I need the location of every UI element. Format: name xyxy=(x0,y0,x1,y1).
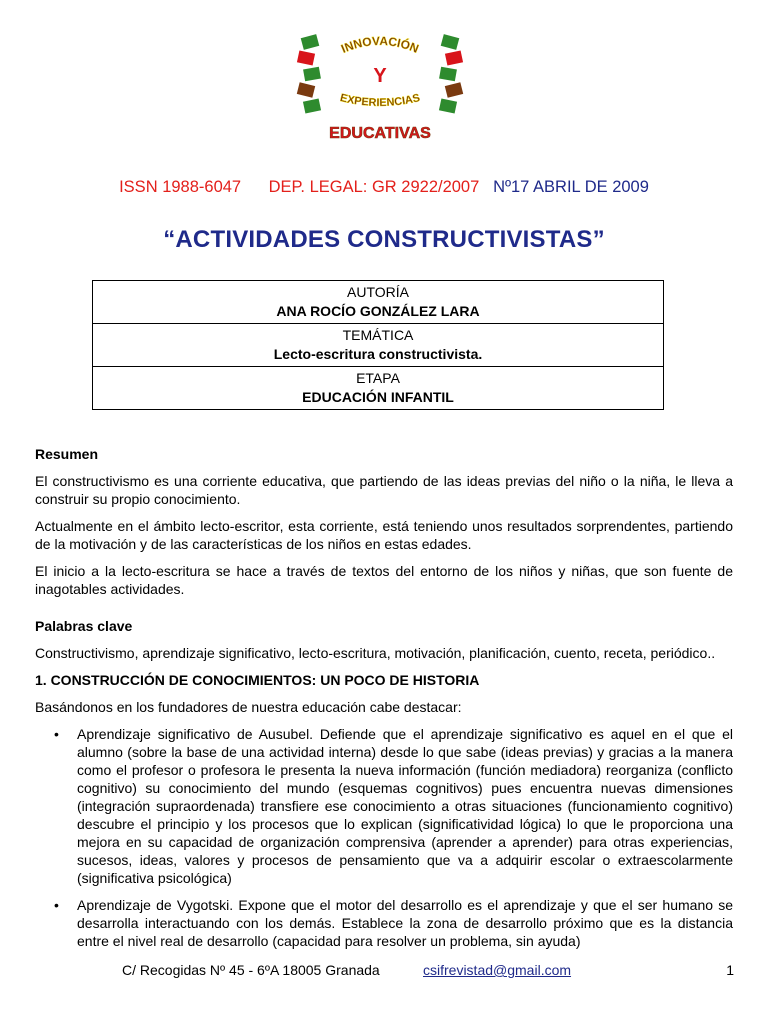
svg-text:EXPERIENCIAS xyxy=(339,92,421,109)
left-revista-column xyxy=(297,34,321,113)
footer-email-link[interactable]: csifrevistad@gmail.com xyxy=(423,962,572,978)
keywords-heading: Palabras clave xyxy=(35,618,133,634)
list-item-text: Aprendizaje de Vygotski. Expone que el motor del desarrollo es el aprendizaje y que el ser humano se desarrolla interactuando con los demás. Establece la zona de desarrollo próximo que es la distancia entre el nivel real de desarrollo (capacidad para resolver un problema, sin ayuda) xyxy=(77,897,733,949)
article-body xyxy=(35,445,733,959)
abstract-paragraph-2: Actualmente en el ámbito lecto-escritor, esta corriente, está teniendo unos resultados sorprendentes, partiendo de la motivación y de las características de los niños en estas edades. xyxy=(35,518,733,552)
legal-deposit: DEP. LEGAL: GR 2922/2007 xyxy=(268,178,480,196)
issue-date: Nº17 ABRIL DE 2009 xyxy=(493,178,649,196)
topic-value: Lecto-escritura constructivista. xyxy=(273,346,483,362)
table-cell xyxy=(93,367,664,410)
abstract-paragraph-3: El inicio a la lecto-escritura se hace a través de textos del entorno de los niños y niñas, que son fuente de inagotables actividades. xyxy=(35,563,733,597)
issn: ISSN 1988-6047 xyxy=(119,178,242,196)
table-cell xyxy=(93,281,664,324)
issn-line xyxy=(0,178,768,197)
article-title: “ACTIVIDADES CONSTRUCTIVISTAS” xyxy=(163,226,605,253)
author-label: AUTORÍA xyxy=(347,284,409,300)
page-number: 1 xyxy=(726,962,734,978)
abstract-paragraph-1: El constructivismo es una corriente educativa, que partiendo de las ideas previas del niño o la niña, le lleva a construir su propio conocimiento. xyxy=(35,473,733,507)
stage-label: ETAPA xyxy=(356,370,400,386)
topic-label: TEMÁTICA xyxy=(342,327,414,343)
section-heading: 1. CONSTRUCCIÓN DE CONOCIMIENTOS: UN POCO DE HISTORIA xyxy=(35,672,480,688)
logo-graphic xyxy=(290,30,470,148)
table-row-stage xyxy=(93,367,664,410)
logo-line1: INNOVACIÓN xyxy=(338,33,421,56)
footer-address: C/ Recogidas Nº 45 - 6ºA 18005 Granada xyxy=(122,962,380,978)
info-table xyxy=(92,280,664,410)
list-item xyxy=(35,725,733,887)
logo-line2: Y xyxy=(373,65,387,87)
svg-text:INNOVACIÓN xyxy=(339,34,421,56)
bullet-icon: • xyxy=(54,897,59,913)
stage-value: EDUCACIÓN INFANTIL xyxy=(302,389,454,405)
bullet-list xyxy=(35,725,733,950)
bullet-icon: • xyxy=(54,726,59,742)
list-item-text: Aprendizaje significativo de Ausubel. Defiende que el aprendizaje significativo es aquel en el que el alumno (sobre la base de una actividad interna) desde lo que sabe (ideas previas) y gracias a la manera como el profesor o profesora le presenta la nueva información (función mediadora) reorganiza (conflicto cognitivo) su conocimiento del mundo (esquemas cognitivos) pues encuentra nuevas dimensiones (integración supraordenada) transfiere ese conocimiento a otras situaciones (funcionamiento cognitivo) descubre el principio y los procesos que lo explican (significatividad lógica) lo que le proporciona una mejora en su capacidad de organización comprensiva (aprender a aprender) para otras experiencias, sucesos, ideas, valores y procesos de pensamiento que va a adquirir escolar o extraescolarmente (significativa psicológica) xyxy=(77,726,733,886)
author-value: ANA ROCÍO GONZÁLEZ LARA xyxy=(276,303,480,319)
abstract-heading: Resumen xyxy=(35,446,99,462)
logo-line4: EDUCATIVAS xyxy=(329,125,431,142)
section-intro: Basándonos en los fundadores de nuestra educación cabe destacar: xyxy=(35,699,462,715)
list-item xyxy=(35,896,733,950)
right-digital-column xyxy=(439,34,463,113)
keywords-text: Constructivismo, aprendizaje significativo, lecto-escritura, motivación, planificación, cuento, receta, periódico.. xyxy=(35,645,716,661)
table-cell xyxy=(93,324,664,367)
logo-line3: EXPERIENCIAS xyxy=(338,92,422,110)
journal-logo xyxy=(290,30,470,148)
table-row-topic xyxy=(93,324,664,367)
table-row-author xyxy=(93,281,664,324)
